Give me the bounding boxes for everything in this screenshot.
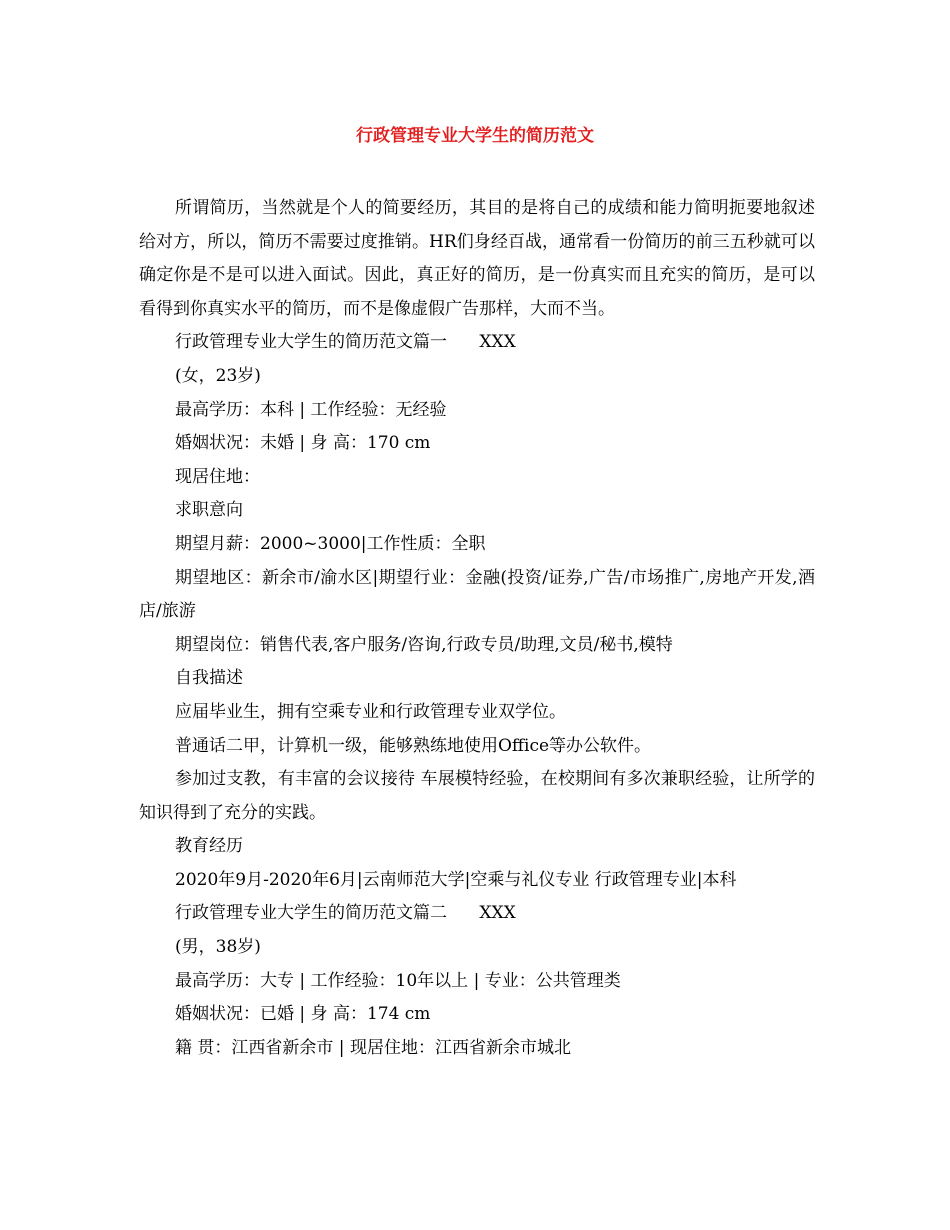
expected-region-industry: 期望地区：新余市/渝水区|期望行业：金融(投资/证券,广告/市场推广,房地产开发,酒店/旅游 [139, 567, 815, 622]
resume-two-gender-age: (男，38岁) [175, 937, 261, 958]
resume-two-origin-residence: 籍 贯：江西省新余市 | 现居住地：江西省新余市城北 [175, 1037, 571, 1058]
resume-one-gender-age: (女，23岁) [175, 365, 261, 386]
self-description-line-1: 应届毕业生，拥有空乘专业和行政管理专业双学位。 [175, 701, 566, 722]
resume-one-residence: 现居住地： [175, 466, 260, 487]
self-description-heading: 自我描述 [175, 668, 243, 689]
resume-two-marital-height: 婚姻状况：已婚 | 身 高：174 cm [175, 1004, 431, 1025]
education-entry: 2020年9月-2020年6月|云南师范大学|空乘与礼仪专业 行政管理专业|本科 [175, 869, 737, 890]
resume-one-education-experience: 最高学历：本科 | 工作经验：无经验 [175, 399, 447, 420]
document-body [139, 192, 815, 1065]
intro-paragraph: 所谓简历，当然就是个人的简要经历，其目的是将自己的成绩和能力简明扼要地叙述给对方，所以，简历不需要过度推销。HR们身经百战，通常看一份简历的前三五秒就可以确定你是不是可以进入面试。因此，真正好的简历，是一份真实而且充实的简历，是可以看得到你真实水平的简历，而不是像虚假广告那样，大而不当。 [139, 198, 815, 319]
expected-salary: 期望月薪：2000~3000|工作性质：全职 [175, 533, 486, 554]
resume-two-heading: 行政管理专业大学生的简历范文篇二 XXX [175, 903, 516, 924]
self-description-line-2: 普通话二甲，计算机一级，能够熟练地使用Office等办公软件。 [175, 735, 652, 756]
expected-positions: 期望岗位：销售代表,客户服务/咨询,行政专员/助理,文员/秘书,模特 [175, 634, 673, 655]
resume-two-education-experience: 最高学历：大专 | 工作经验：10年以上 | 专业：公共管理类 [175, 970, 621, 991]
self-description-line-3: 参加过支教，有丰富的会议接待 车展模特经验，在校期间有多次兼职经验，让所学的知识得到了充分的实践。 [139, 769, 815, 823]
job-intention-heading: 求职意向 [175, 500, 243, 521]
resume-one-heading: 行政管理专业大学生的简历范文篇一 XXX [175, 332, 516, 353]
education-heading: 教育经历 [175, 836, 243, 857]
document-title: 行政管理专业大学生的简历范文 [356, 126, 594, 146]
resume-one-marital-height: 婚姻状况：未婚 | 身 高：170 cm [175, 433, 431, 454]
